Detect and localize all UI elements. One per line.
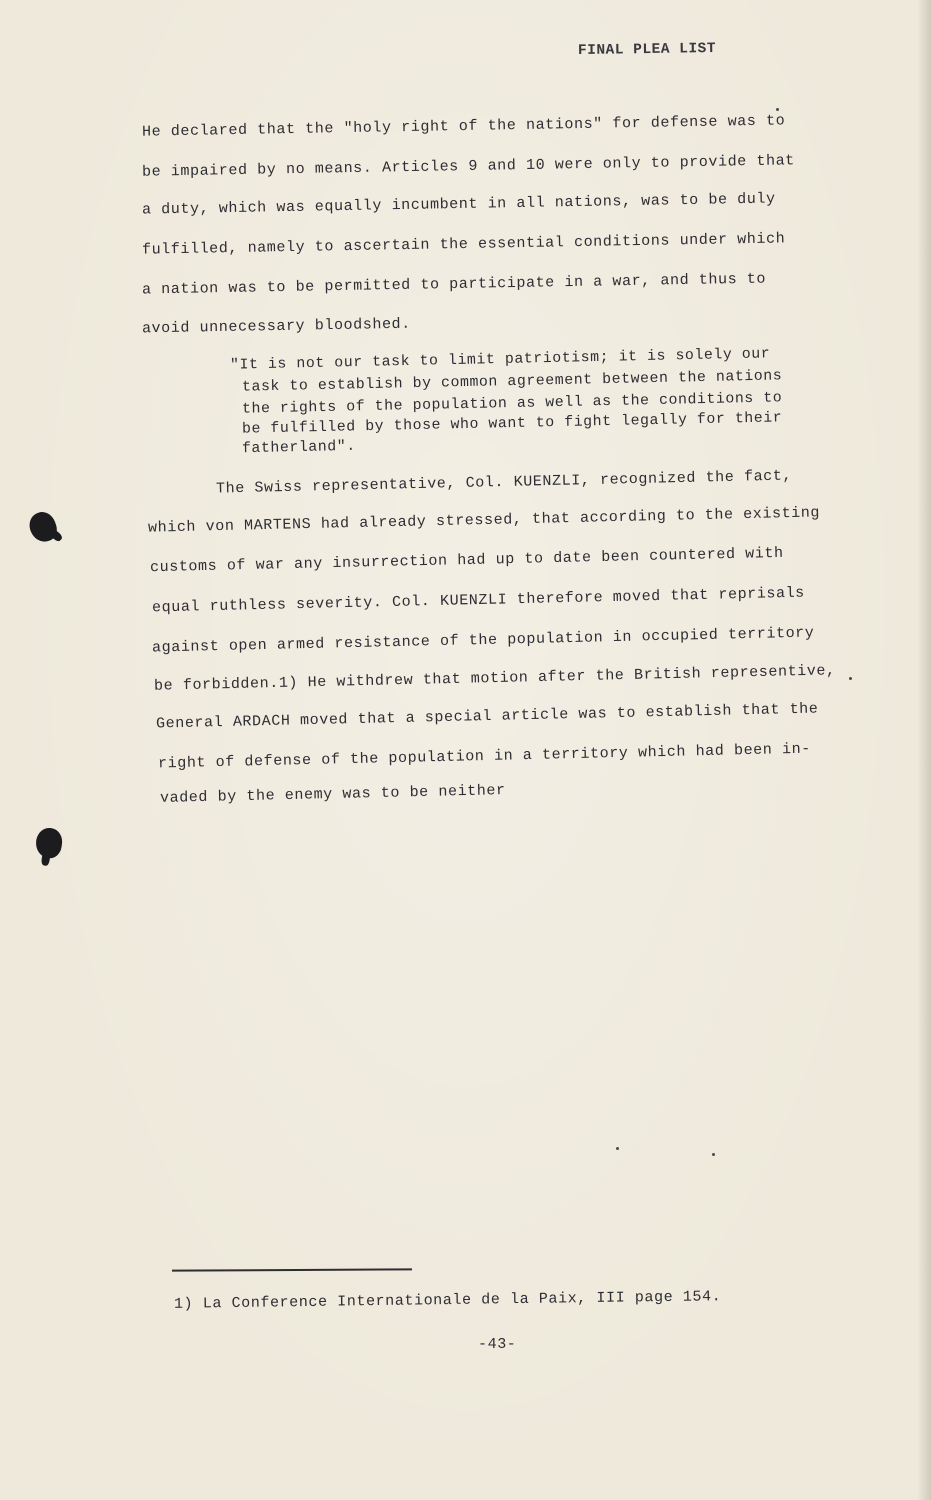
paragraph-line: vaded by the enemy was to be neither: [159, 782, 506, 807]
punch-hole: [34, 826, 64, 859]
paragraph-line: which von MARTENS had already stressed, that according to the existing: [147, 504, 821, 537]
paragraph-line: customs of war any insurrection had up to date been countered with: [149, 544, 784, 577]
paragraph-line: fulfilled, namely to ascertain the essential conditions under which: [141, 230, 786, 259]
paragraph-line: General ARDACH moved that a special article was to establish that the: [155, 700, 819, 733]
paper-speck: [849, 677, 852, 680]
paragraph-line: a duty, which was equally incumbent in all nations, was to be duly: [141, 190, 776, 219]
punch-hole: [26, 508, 61, 545]
quote-line: task to establish by common agreement between the nations: [241, 368, 783, 396]
paragraph-line: He declared that the "holy right of the nations" for defense was to: [141, 112, 786, 141]
paragraph-line: be impaired by no means. Articles 9 and 10 were only to provide that: [141, 152, 796, 181]
quote-line: the rights of the population as well as the conditions to: [241, 390, 783, 418]
paragraph-line: right of defense of the population in a territory which had been in-: [157, 740, 812, 773]
paper-speck: [776, 108, 779, 111]
paper-speck: [712, 1153, 715, 1156]
page-header: FINAL PLEA LIST: [577, 41, 717, 59]
paragraph-line: The Swiss representative, Col. KUENZLI, recognized the fact,: [215, 467, 793, 498]
paragraph-line: be forbidden.1) He withdrew that motion after the British representive,: [153, 662, 836, 695]
paragraph-line: avoid unnecessary bloodshed.: [141, 315, 411, 338]
quote-line: fatherland".: [241, 438, 356, 458]
paragraph-line: a nation was to be permitted to participate in a war, and thus to: [141, 270, 767, 299]
paragraph-line: equal ruthless severity. Col. KUENZLI therefore moved that reprisals: [151, 584, 806, 617]
quote-line: "It is not our task to limit patriotism; it is solely our: [229, 346, 771, 374]
footnote-rule: [172, 1268, 412, 1271]
quote-line: be fulfilled by those who want to fight legally for their: [241, 410, 783, 438]
paper-speck: [616, 1147, 619, 1150]
page-number: -43-: [478, 1336, 517, 1353]
paper-edge-shadow: [917, 0, 931, 1500]
paragraph-line: against open armed resistance of the population in occupied territory: [151, 624, 815, 657]
footnote: 1) La Conference Internationale de la Paix, III page 154.: [173, 1288, 722, 1313]
